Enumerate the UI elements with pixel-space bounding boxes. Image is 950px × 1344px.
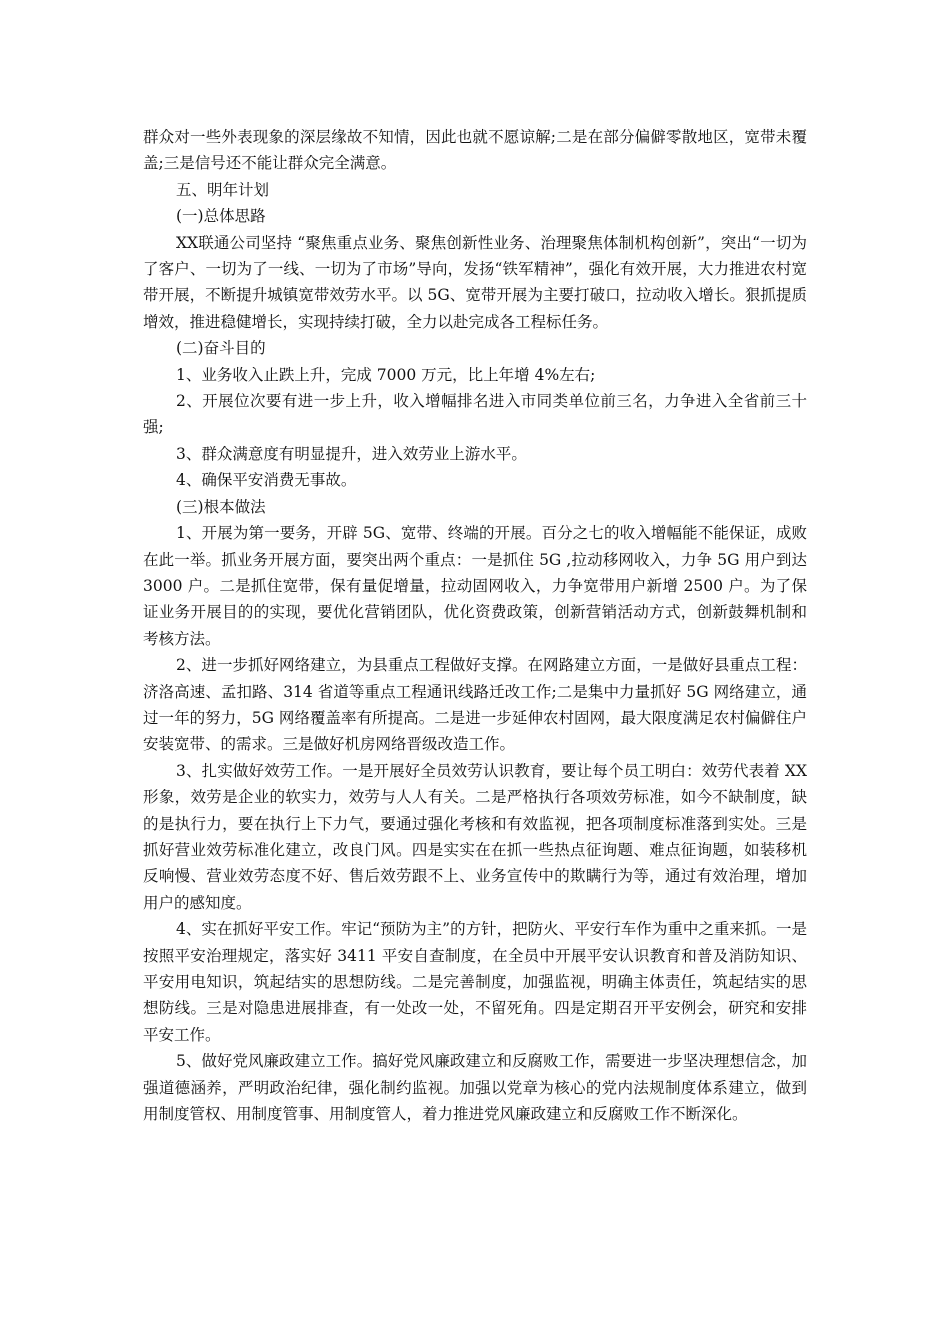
goal-item-4: 4、确保平安消费无事故。 xyxy=(176,471,357,490)
section-heading-plan: 五、明年计划 xyxy=(176,180,270,199)
method-item-4: 4、实在抓好平安工作。牢记“预防为主”的方针，把防火、平安行车作为重中之重来抓。一是按照平安治理规定，落实好 3411 平安自查制度，在全员中开展平安认识教育和普及消防知识、平安用电知识，筑起结实的思想防线。二是完善制度，加强监视，明确主体责任，筑起结实的思想防线。三是对隐患进展排查，有一处改一处，不留死角。四是定期召开平安例会，研究和安排平安工作。 xyxy=(143,920,807,1044)
method-item-5: 5、做好党风廉政建立工作。搞好党风廉政建立和反腐败工作，需要进一步坚决理想信念，加强道德涵养，严明政治纪律，强化制约监视。加强以党章为核心的党内法规制度体系建立，做到用制度管权、用制度管事、用制度管人，着力推进党风廉政建立和反腐败工作不断深化。 xyxy=(143,1052,807,1124)
subheading-goals: (二)奋斗目的 xyxy=(176,339,266,358)
method-item-3: 3、扎实做好效劳工作。一是开展好全员效劳认识教育，要让每个员工明白：效劳代表着 XX 形象，效劳是企业的软实力，效劳与人人有关。二是严格执行各项效劳标准，如今不缺制度，缺的是执行力，要在执行上下力气，要通过强化考核和有效监视，把各项制度标准落到实处。三是抓好营业效劳标准化建立，改良门风。四是实实在在抓一些热点征询题、难点征询题，如装移机反响慢、营业效劳态度不好、售后效劳跟不上、业务宣传中的欺瞒行为等，通过有效治理，增加用户的感知度。 xyxy=(143,761,807,912)
method-item-2: 2、进一步抓好网络建立，为县重点工程做好支撑。在网路建立方面，一是做好县重点工程：济洛高速、孟扣路、314 省道等重点工程通讯线路迁改工作;二是集中力量抓好 5G 网络建立，通过一年的努力，5G 网络覆盖率有所提高。二是进一步延伸农村固网，最大限度满足农村偏僻住户安装宽带、的需求。三是做好机房网络晋级改造工作。 xyxy=(143,656,807,754)
goal-item-3: 3、群众满意度有明显提升，进入效劳业上游水平。 xyxy=(176,444,527,463)
document-body xyxy=(143,124,807,1127)
paragraph-overall-approach: XX联通公司坚持 “聚焦重点业务、聚焦创新性业务、治理聚焦体制机构创新”，突出“一切为了客户、一切为了一线、一切为了市场”导向，发扬“铁军精神”，强化有效开展，大力推进农村宽带开展，不断提升城镇宽带效劳水平。以 5G、宽带开展为主要打破口，拉动收入增长。狠抓提质增效，推进稳健增长，实现持续打破，全力以赴完成各工程标任务。 xyxy=(143,233,807,331)
goal-item-1: 1、业务收入止跌上升，完成 7000 万元，比上年增 4%左右; xyxy=(176,365,596,384)
goal-item-2: 2、开展位次要有进一步上升，收入增幅排名进入市同类单位前三名，力争进入全省前三十强; xyxy=(143,392,807,437)
subheading-methods: (三)根本做法 xyxy=(176,497,266,516)
subheading-overall-approach: (一)总体思路 xyxy=(176,207,266,226)
paragraph-continuation: 群众对一些外表现象的深层缘故不知情，因此也就不愿谅解;二是在部分偏僻零散地区，宽带未覆盖;三是信号还不能让群众完全满意。 xyxy=(143,128,807,173)
method-item-1: 1、开展为第一要务，开辟 5G、宽带、终端的开展。百分之七的收入增幅能不能保证，成败在此一举。抓业务开展方面，要突出两个重点：一是抓住 5G ,拉动移网收入，力争 5G 用户到达 3000 户。二是抓住宽带，保有量促增量，拉动固网收入，力争宽带用户新增 2500 户。为了保证业务开展目的的实现，要优化营销团队，优化资费政策，创新营销活动方式，创新鼓舞机制和考核方法。 xyxy=(143,524,807,648)
